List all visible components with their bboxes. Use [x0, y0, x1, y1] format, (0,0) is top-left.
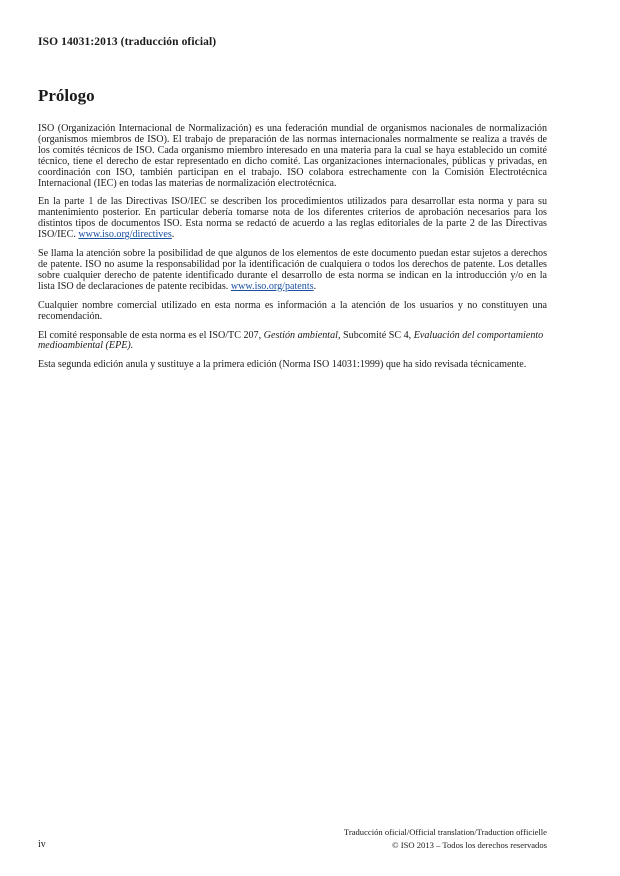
directives-link[interactable]: www.iso.org/directives — [78, 229, 172, 241]
paragraph-committee — [38, 331, 547, 353]
patents-link[interactable]: www.iso.org/patents — [230, 280, 314, 292]
paragraph-patents-text: Se llama la atención sobre la posibilidad de que algunos de los elementos de este documento puedan estar sujetos a derechos de patente. ISO no asume la responsabilidad por la identificación de cualquiera o todos los derechos de patente. Los detalles sobre cualquier derecho de patente identificado durante el desarrollo de esta norma se indican en la introducción y/o en la lista ISO de declaraciones de patente recibidas. — [38, 248, 547, 292]
page-number: iv — [38, 839, 46, 850]
paragraph-patents: Se llama la atención sobre la posibilidad de que algunos de los elementos de este documento puedan estar sujetos a derechos de patente. ISO no asume la responsabilidad por la identificación de cualquiera o todos los derechos de patente. Los detalles sobre cualquier derecho de patente identificado durante el desarrollo de esta norma se indican en la introducción y/o en la lista ISO de declaraciones de patente recibidas. www.iso.org/patents. — [38, 248, 547, 292]
document-header: ISO 14031:2013 (traducción oficial) — [38, 36, 217, 48]
paragraph-directives: En la parte 1 de las Directivas ISO/IEC se describen los procedimientos utilizados para desarrollar esta norma y para su mantenimiento posterior. En particular debería tomarse nota de los diferentes criterios de aprobación necesarios para los distintos tipos de documentos ISO. Esta norma se redactó de acuerdo a las reglas editoriales de la parte 2 de las Directivas ISO/IEC. www.iso.org/directives. — [38, 196, 547, 241]
paragraph-iso-intro: ISO (Organización Internacional de Normalización) es una federación mundial de organismos nacionales de normalización (organismos miembros de ISO). El trabajo de preparación de las normas internacionales normalmente se realiza a través de los comités técnicos de ISO. Cada organismo miembro interesado en una materia para la cual se haya establecido un comité técnico, tiene el derecho de estar representado en dicho comité. Las organizaciones internacionales, públicas y privadas, en coordinación con ISO, también participan en el trabajo. ISO colabora estrechamente con la Comisión Electrotécnica Internacional (IEC) en todas las materias de normalización electrotécnica. — [38, 123, 547, 189]
paragraph-directives-text: En la parte 1 de las Directivas ISO/IEC se describen los procedimientos utilizados para desarrollar esta norma y para su mantenimiento posterior. En particular debería tomarse nota de los diferentes criterios de aprobación necesarios para los distintos tipos de documentos ISO. Esta norma se redactó de acuerdo a las reglas editoriales de la parte 2 de las Directivas ISO/IEC. — [38, 196, 547, 241]
foreword-body — [38, 124, 547, 379]
committee-text: El comité responsable de esta norma es el ISO/TC 207, — [38, 329, 262, 341]
footer-info — [344, 826, 547, 851]
page-title: Prólogo — [38, 86, 95, 105]
committee-tc-title: Gestión ambiental, — [263, 329, 341, 341]
footer-copyright-line: © ISO 2013 – Todos los derechos reservados — [392, 839, 547, 850]
committee-sc: Subcomité SC 4, — [343, 329, 412, 341]
committee-sc-title: Evaluación del comportamiento medioambiental (EPE). — [38, 329, 544, 352]
paragraph-trade-names: Cualquier nombre comercial utilizado en esta norma es información a la atención de los usuarios y no constituyen una recomendación. — [38, 299, 547, 322]
footer-translation-line: Traducción oficial/Official translation/Traduction officielle — [343, 827, 547, 837]
paragraph-edition: Esta segunda edición anula y sustituye a la primera edición (Norma ISO 14031:1999) que ha sido revisada técnicamente. — [38, 359, 527, 371]
